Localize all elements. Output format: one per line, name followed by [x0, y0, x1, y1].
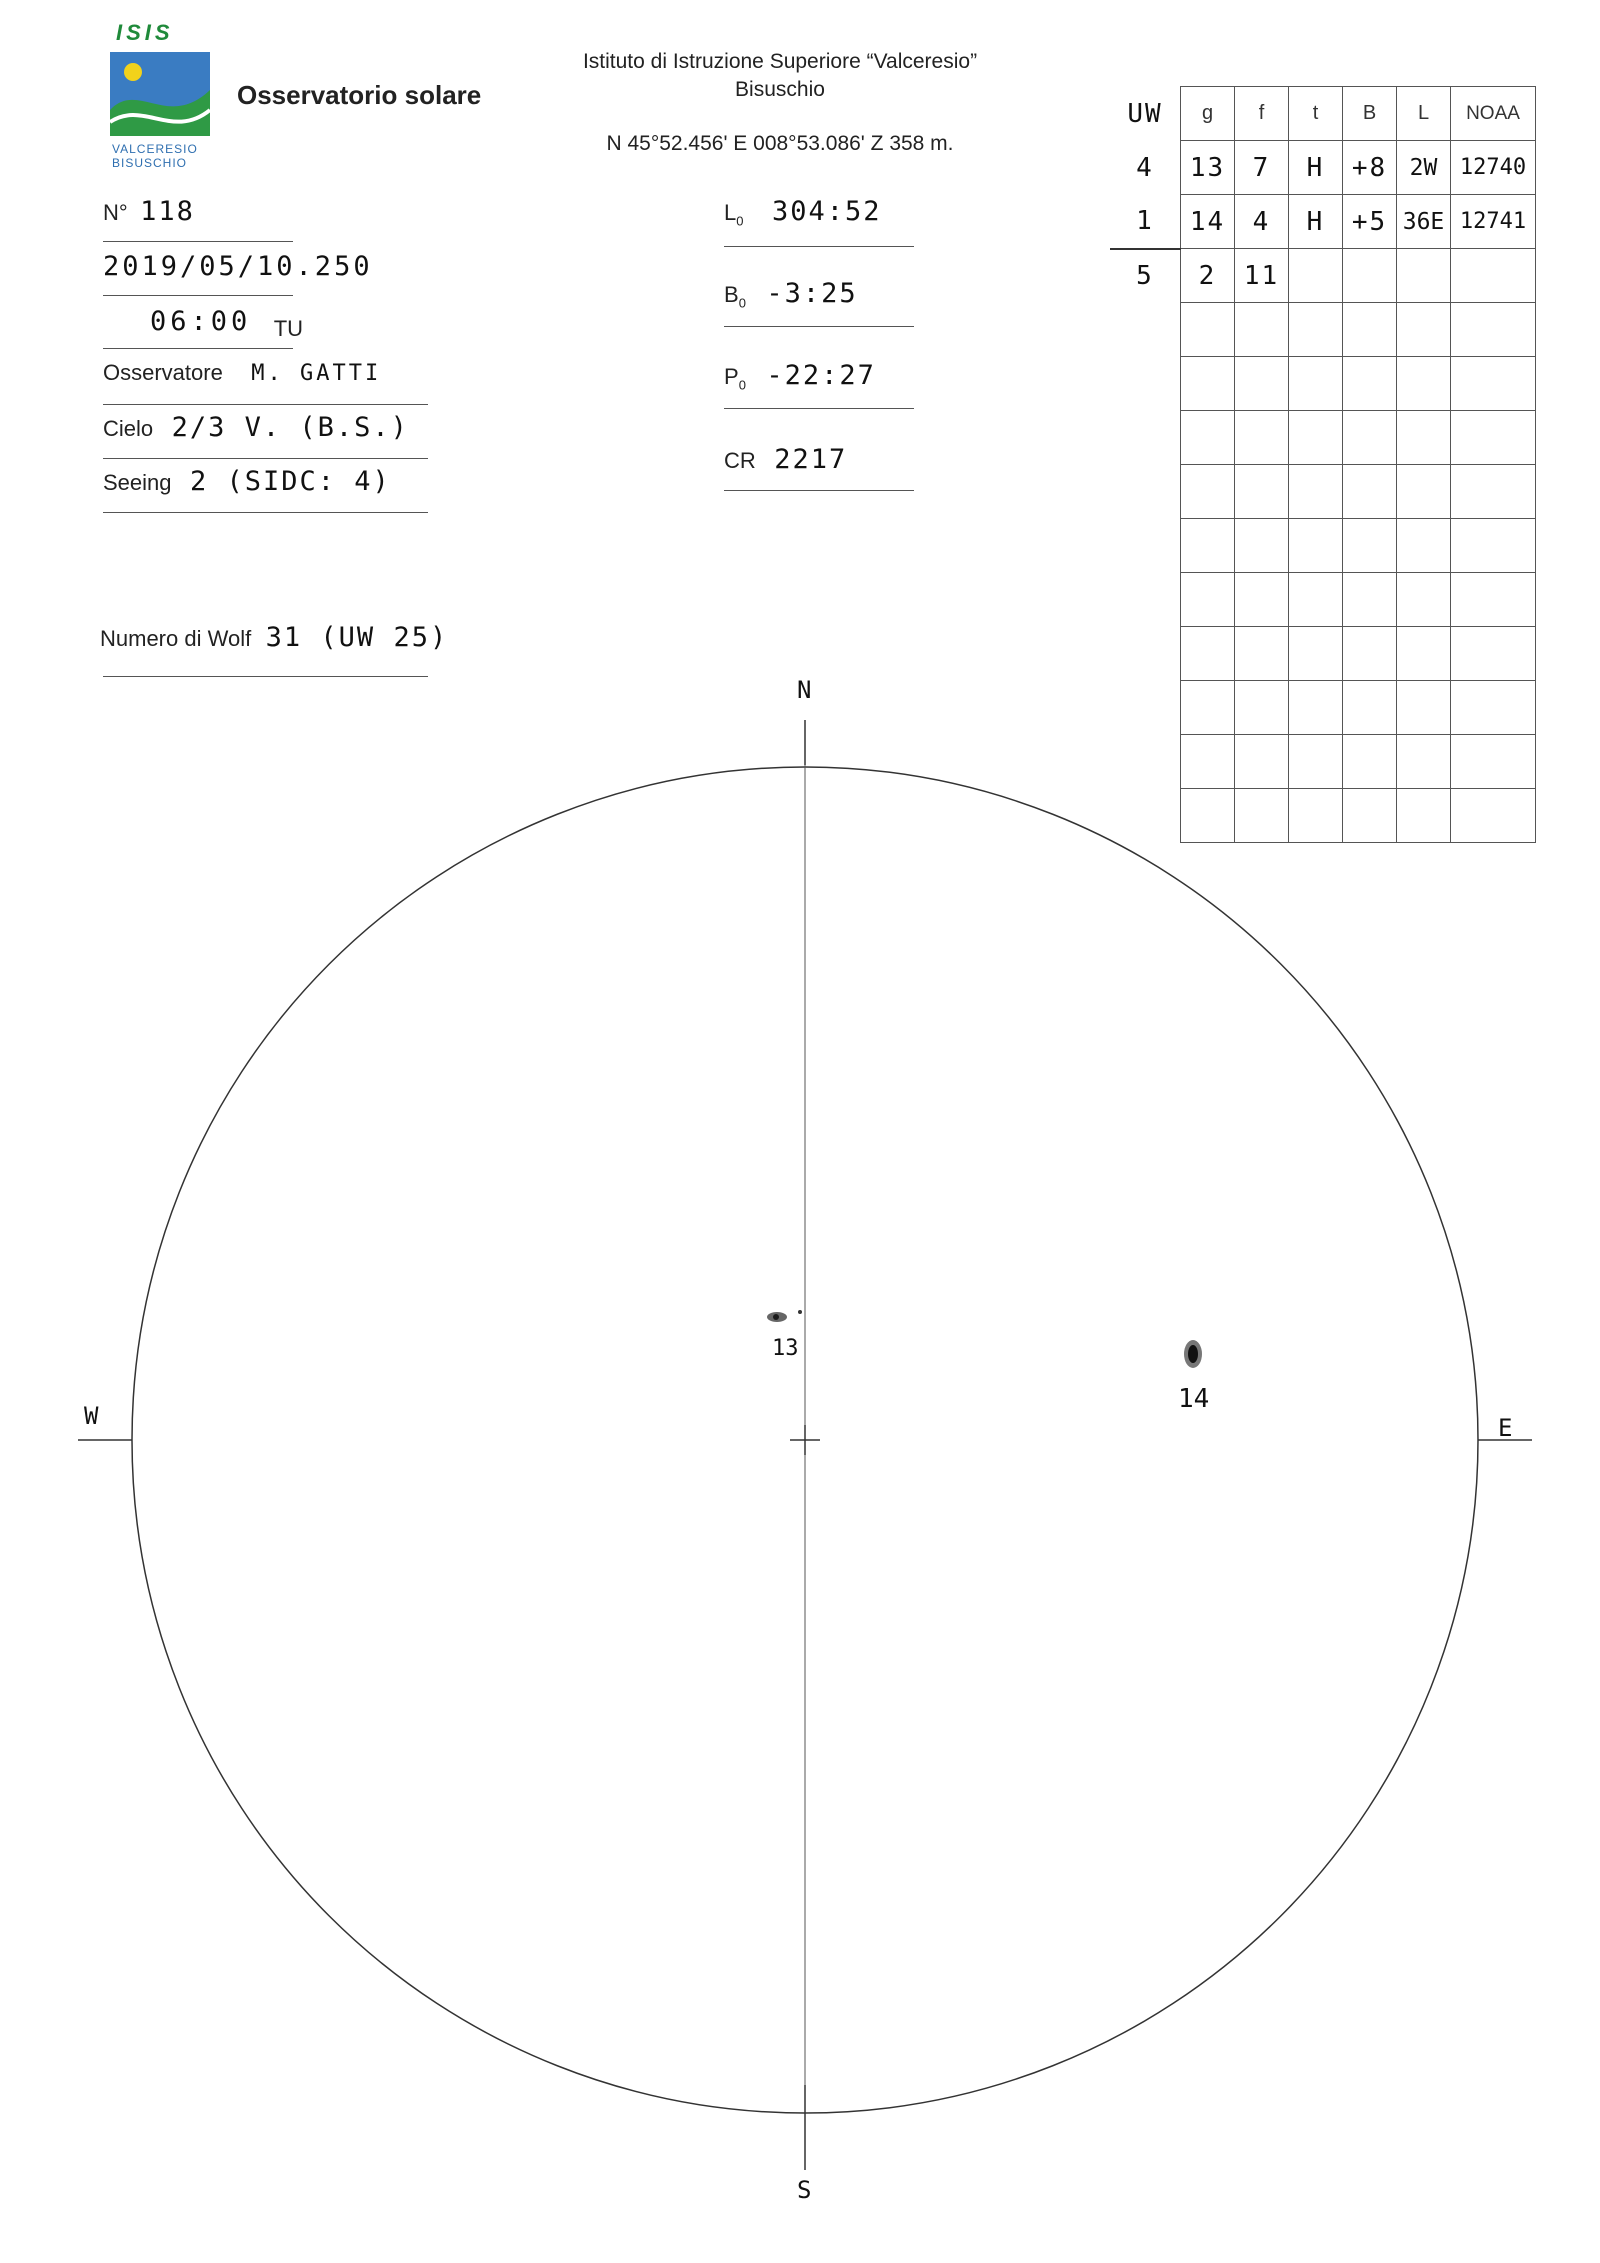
total-g: 2 — [1181, 249, 1235, 303]
cell-b: +5 — [1343, 195, 1397, 249]
cell-f: 4 — [1235, 195, 1289, 249]
sky-value: 2/3 V. (B.S.) — [171, 412, 409, 443]
observer-label: Osservatore — [103, 360, 223, 385]
wolf-number-label: Numero di Wolf — [100, 626, 252, 651]
date-value: 2019/05/10.250 — [103, 251, 373, 282]
seeing-label: Seeing — [103, 470, 172, 495]
cr-value: 2217 — [774, 444, 848, 475]
logo-mark: ISIS — [116, 20, 174, 45]
b0-label: $B_0$ — [724, 282, 746, 311]
sky-label: Cielo — [103, 416, 154, 441]
cell-g: 13 — [1181, 141, 1235, 195]
cell-t: H — [1289, 195, 1343, 249]
observatory-title: Osservatorio solare — [237, 80, 482, 110]
group-label-13: 13 — [772, 1336, 799, 1361]
west-label: W — [84, 1402, 101, 1430]
institute-name: Istituto di Istruzione Superiore “Valceresio” — [582, 50, 978, 73]
cell-noaa: 12740 — [1451, 141, 1536, 195]
p0-label: $P_0$ — [724, 364, 746, 393]
number-label: N° — [103, 200, 128, 225]
col-header-noaa: NOAA — [1451, 87, 1536, 141]
cell-noaa: 12741 — [1451, 195, 1536, 249]
sunspot-group-13-penumbra — [773, 1314, 779, 1320]
sunspot-group-14 — [1188, 1345, 1198, 1363]
south-label: S — [797, 2176, 814, 2204]
cell-g: 14 — [1181, 195, 1235, 249]
b0-value: -3:25 — [766, 278, 858, 309]
institute-town: Bisuschio — [735, 78, 825, 101]
cell-b: +8 — [1343, 141, 1397, 195]
observatory-coordinates: N 45°52.456' E 008°53.086' Z 358 m. — [606, 132, 954, 155]
col-header-b: B — [1343, 87, 1397, 141]
l0-label: $L_0$ — [724, 200, 744, 229]
cell-l: 2W — [1397, 141, 1451, 195]
wolf-number-value: 31 (UW 25) — [265, 622, 449, 653]
cell-uw: 1 — [1136, 206, 1154, 236]
col-header-l: L — [1397, 87, 1451, 141]
total-f: 11 — [1235, 249, 1289, 303]
col-header-f: f — [1235, 87, 1289, 141]
time-unit: TU — [273, 316, 304, 341]
p0-value: -22:27 — [766, 360, 876, 391]
logo-caption-line1: VALCERESIO — [112, 142, 198, 156]
group-label-14: 14 — [1178, 1384, 1210, 1414]
cell-t: H — [1289, 141, 1343, 195]
col-header-uw: UW — [1127, 98, 1163, 129]
seeing-value: 2 (SIDC: 4) — [189, 466, 391, 497]
cell-uw: 4 — [1136, 152, 1154, 183]
cell-f: 7 — [1235, 141, 1289, 195]
sunspot-group-13-follower — [798, 1310, 802, 1314]
number-value: 118 — [140, 196, 195, 227]
cr-label: CR — [724, 448, 756, 473]
total-uw: 5 — [1110, 249, 1181, 303]
time-value: 06:00 — [150, 306, 252, 337]
l0-value: 304:52 — [771, 196, 882, 227]
col-header-g: g — [1181, 87, 1235, 141]
cell-l: 36E — [1397, 195, 1451, 249]
observer-value: M. GATTI — [251, 361, 382, 386]
logo-caption-line2: BISUSCHIO — [112, 156, 188, 170]
east-label: E — [1498, 1414, 1515, 1442]
col-header-t: t — [1289, 87, 1343, 141]
north-label: N — [797, 676, 814, 704]
